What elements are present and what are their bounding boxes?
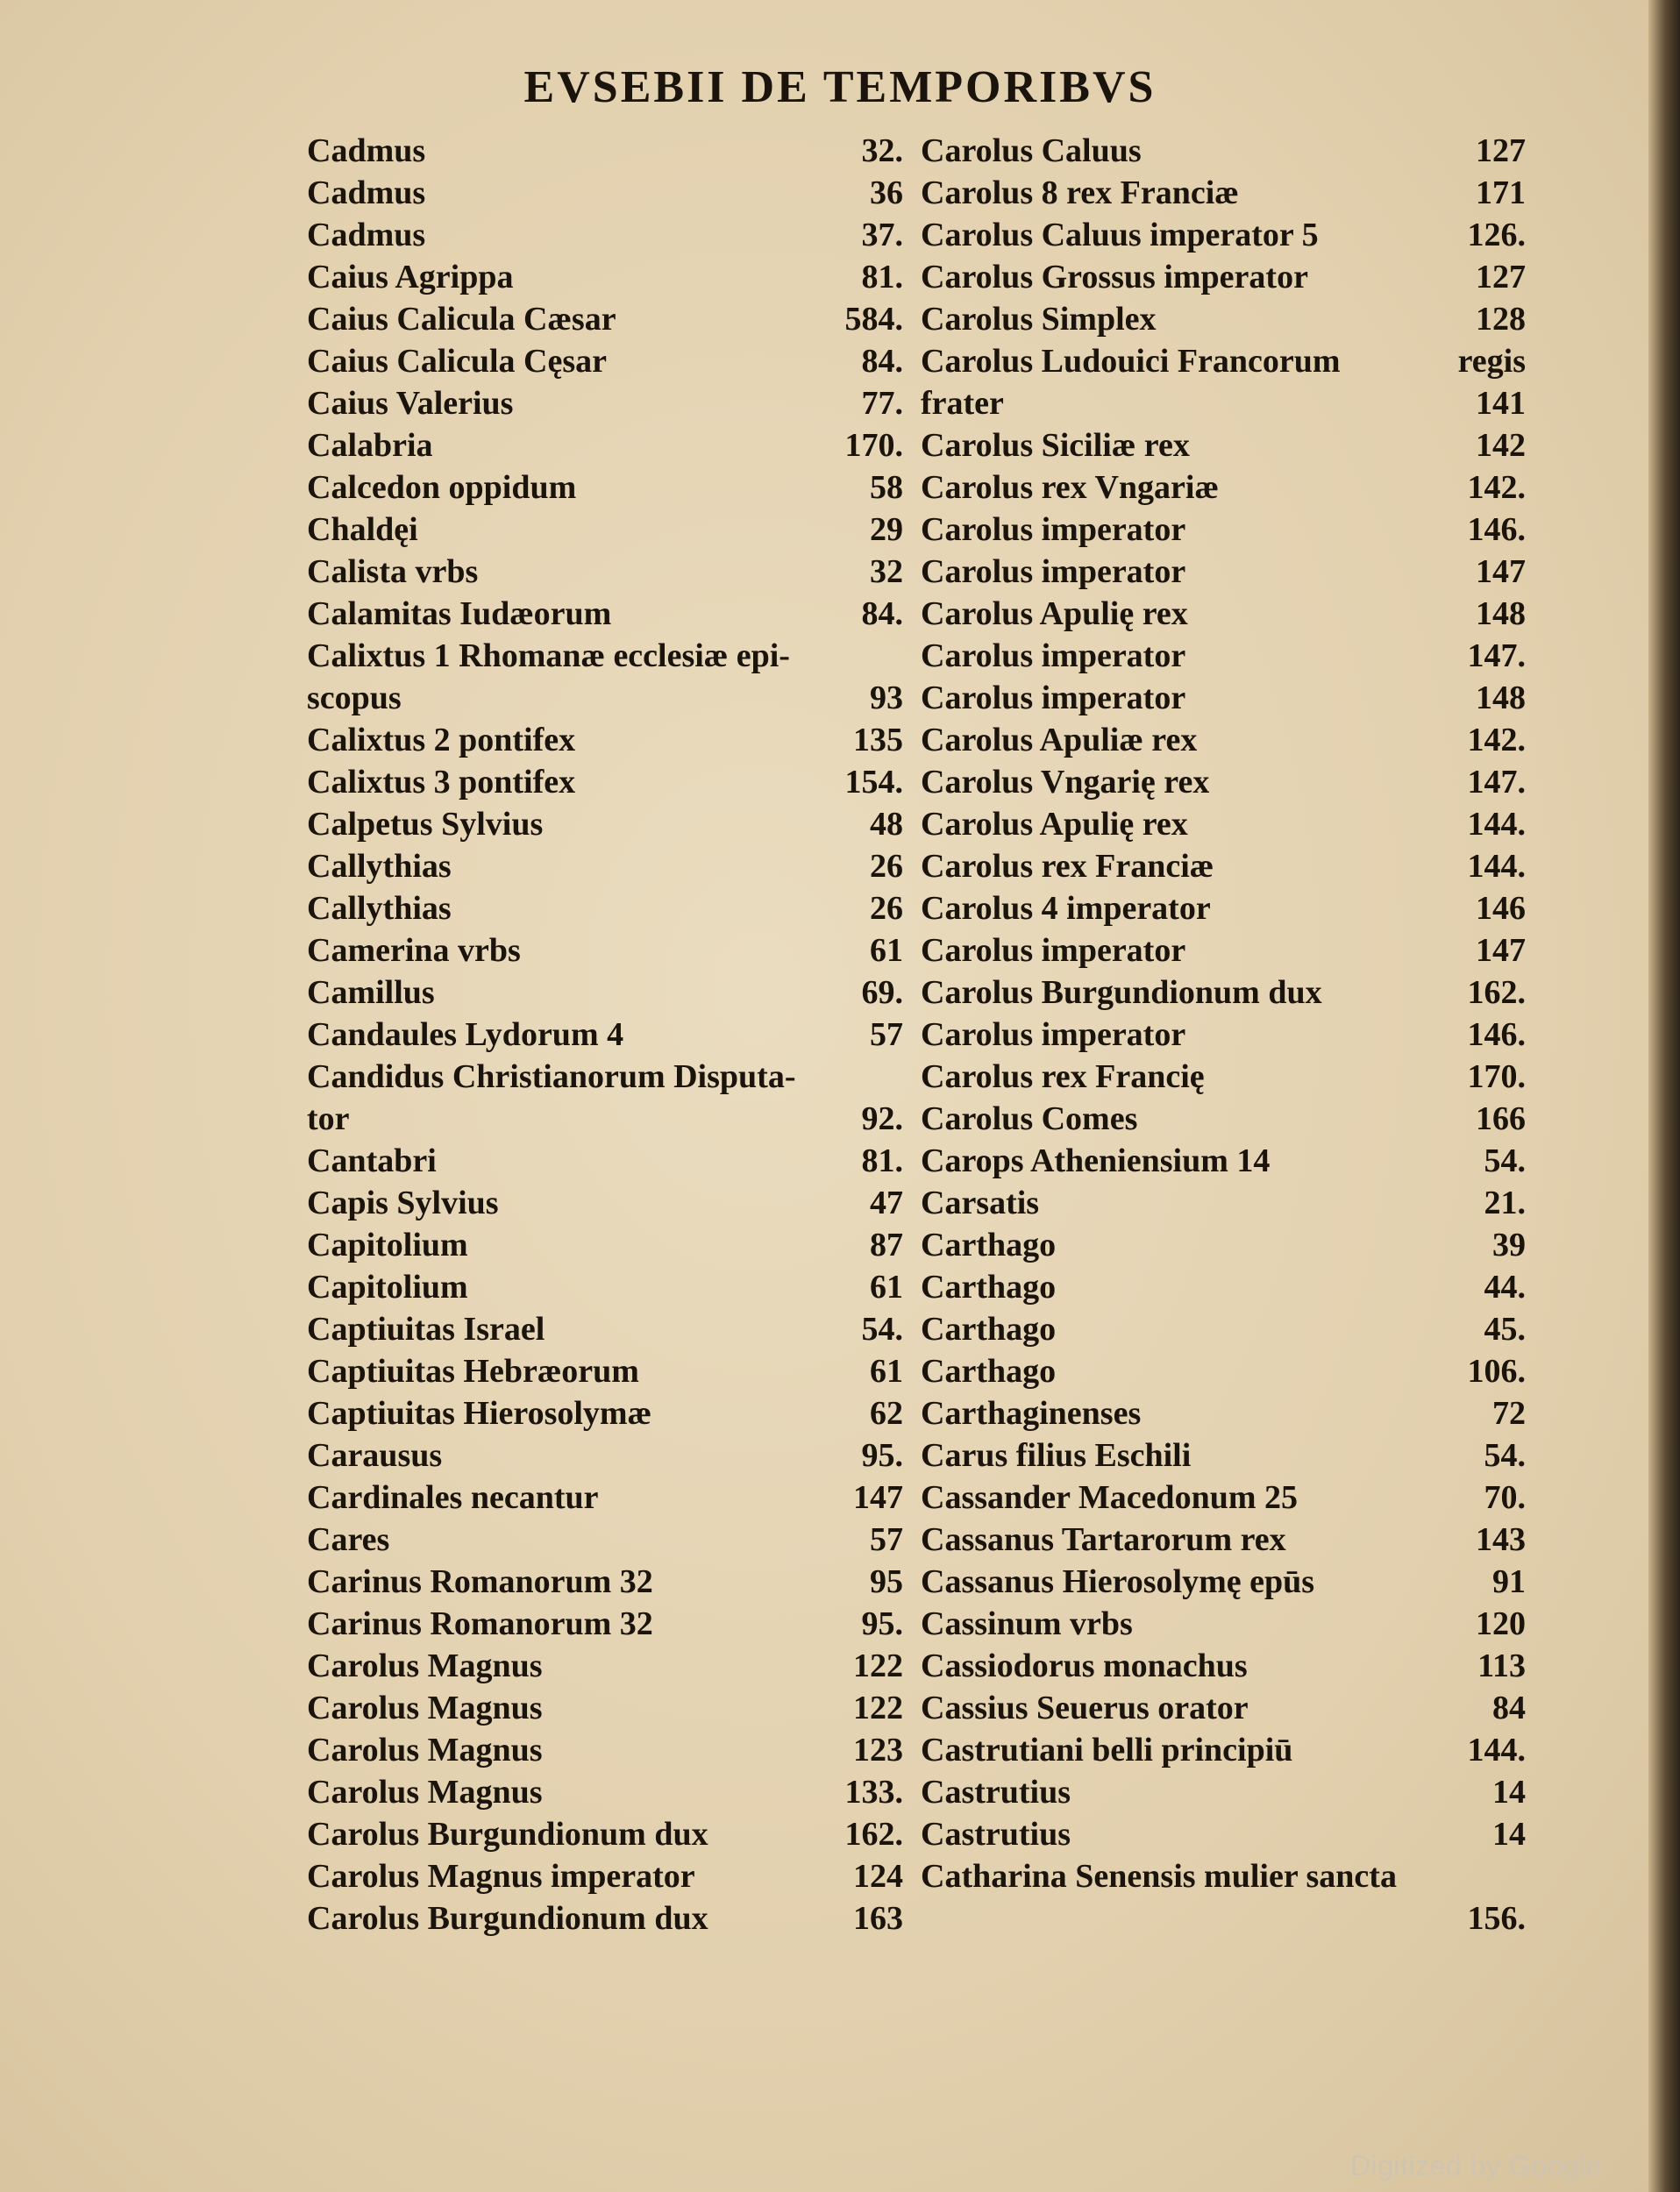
entry-page-ref: regis — [1457, 343, 1526, 380]
index-entry — [307, 172, 903, 214]
entry-term: Castrutius — [921, 1774, 1071, 1811]
index-entry — [307, 130, 903, 172]
entry-page-ref: 84. — [861, 343, 903, 380]
entry-page-ref: 106. — [1467, 1353, 1526, 1390]
index-entry — [307, 1813, 903, 1855]
entry-term: Camillus — [307, 974, 435, 1011]
entry-term: Carolus imperator — [921, 637, 1186, 674]
index-entry — [921, 298, 1526, 340]
entry-term: Cantabri — [307, 1142, 437, 1179]
index-entry — [921, 1771, 1526, 1813]
index-entry — [307, 1771, 903, 1813]
index-entry — [307, 509, 903, 551]
index-entry — [921, 593, 1526, 635]
index-entry — [307, 1645, 903, 1687]
entry-page-ref: 171 — [1476, 174, 1526, 211]
running-header: EVSEBII DE TEMPORIBVS — [523, 62, 1157, 112]
index-entry — [921, 1434, 1526, 1477]
index-entry — [307, 1519, 903, 1561]
entry-term: Carolus 8 rex Franciæ — [921, 174, 1239, 211]
index-entry — [307, 761, 903, 803]
entry-term: tor — [307, 1100, 350, 1137]
index-entry — [307, 256, 903, 298]
entry-term: Carolus Burgundionum dux — [307, 1900, 708, 1937]
index-entry — [921, 803, 1526, 845]
index-entry — [921, 1014, 1526, 1056]
entry-page-ref: 127 — [1476, 259, 1526, 295]
index-entry — [307, 466, 903, 509]
entry-page-ref: 170. — [844, 427, 903, 464]
entry-page-ref: 54. — [1484, 1437, 1526, 1474]
index-entry — [921, 677, 1526, 719]
entry-page-ref: 93 — [870, 680, 903, 716]
index-entry — [307, 1434, 903, 1477]
entry-term: Carthago — [921, 1311, 1057, 1348]
entry-page-ref: 146 — [1476, 890, 1526, 927]
index-entry — [921, 1182, 1526, 1224]
entry-term: Cardinales necantur — [307, 1479, 599, 1516]
entry-page-ref: 142. — [1467, 722, 1526, 758]
entry-page-ref: 584. — [844, 301, 903, 338]
entry-term: Carolus Magnus imperator — [307, 1858, 695, 1895]
index-entry — [921, 551, 1526, 593]
index-entry — [921, 1224, 1526, 1266]
index-entry — [307, 677, 903, 719]
entry-term: Cassanus Hierosolymę epūs — [921, 1563, 1315, 1600]
entry-term: Carolus Magnus — [307, 1732, 543, 1769]
index-entry — [921, 719, 1526, 761]
entry-term: Carops Atheniensium 14 — [921, 1142, 1271, 1179]
entry-page-ref: 142. — [1467, 469, 1526, 506]
index-entry — [307, 1266, 903, 1308]
entry-term: Carolus Apulię rex — [921, 595, 1188, 632]
entry-term: Cassanus Tartarorum rex — [921, 1521, 1286, 1558]
entry-page-ref: 21. — [1484, 1185, 1526, 1221]
entry-page-ref: 61 — [870, 1269, 903, 1306]
index-entry — [307, 1603, 903, 1645]
entry-page-ref: 120 — [1476, 1605, 1526, 1642]
index-entry — [307, 1729, 903, 1771]
entry-term: Carolus Ludouici Francorum — [921, 343, 1341, 380]
entry-term: Carolus imperator — [921, 680, 1186, 716]
entry-term: Cassiodorus monachus — [921, 1648, 1248, 1684]
entry-page-ref: 141 — [1476, 385, 1526, 422]
entry-term: Candaules Lydorum 4 — [307, 1016, 624, 1053]
index-entry — [921, 1561, 1526, 1603]
entry-term: scopus — [307, 680, 402, 716]
entry-term: Carolus Burgundionum dux — [307, 1816, 708, 1853]
entry-term: Carolus imperator — [921, 511, 1186, 548]
entry-page-ref: 95. — [861, 1437, 903, 1474]
entry-term: Cadmus — [307, 174, 426, 211]
index-entry — [307, 1392, 903, 1434]
entry-term: Carolus rex Franciæ — [921, 848, 1214, 885]
entry-term: Chaldęi — [307, 511, 418, 548]
index-entry — [921, 845, 1526, 887]
index-entry — [921, 635, 1526, 677]
index-entry — [307, 1224, 903, 1266]
index-entry — [307, 719, 903, 761]
entry-page-ref: 47 — [870, 1185, 903, 1221]
entry-term: Capitolium — [307, 1269, 468, 1306]
entry-page-ref: 72 — [1492, 1395, 1526, 1432]
entry-term: frater — [921, 385, 1004, 422]
entry-page-ref: 61 — [870, 1353, 903, 1390]
index-entry — [307, 803, 903, 845]
entry-term: Caius Calicula Cęsar — [307, 343, 607, 380]
entry-page-ref: 147. — [1467, 764, 1526, 801]
entry-page-ref: 135 — [853, 722, 903, 758]
index-entry — [921, 1477, 1526, 1519]
entry-page-ref: 146. — [1467, 511, 1526, 548]
page-edge-shadow — [1648, 0, 1680, 2192]
index-entry — [921, 761, 1526, 803]
entry-page-ref: 95. — [861, 1605, 903, 1642]
entry-term: Catharina Senensis mulier sancta — [921, 1858, 1397, 1895]
entry-term: Carsatis — [921, 1185, 1040, 1221]
index-entry — [307, 845, 903, 887]
entry-page-ref: 54. — [861, 1311, 903, 1348]
entry-page-ref: 147. — [1467, 637, 1526, 674]
entry-term: Castrutiani belli principiū — [921, 1732, 1293, 1769]
index-entry — [921, 172, 1526, 214]
entry-page-ref: 147 — [1476, 932, 1526, 969]
entry-page-ref: 32. — [861, 132, 903, 169]
entry-term: Carolus Magnus — [307, 1690, 543, 1726]
entry-page-ref: 69. — [861, 974, 903, 1011]
entry-page-ref: 166 — [1476, 1100, 1526, 1137]
index-entry — [921, 1266, 1526, 1308]
entry-page-ref: 37. — [861, 217, 903, 253]
index-entry — [307, 887, 903, 929]
entry-page-ref: 84. — [861, 595, 903, 632]
entry-term: Caius Valerius — [307, 385, 514, 422]
index-entry — [307, 1561, 903, 1603]
entry-term: Carolus Apuliæ rex — [921, 722, 1198, 758]
index-entry — [307, 214, 903, 256]
entry-term: Carolus Magnus — [307, 1648, 543, 1684]
entry-term: Carolus Apulię rex — [921, 806, 1188, 843]
entry-page-ref: 57 — [870, 1016, 903, 1053]
entry-term: Candidus Christianorum Disputa- — [307, 1058, 796, 1095]
index-entry — [307, 382, 903, 424]
entry-term: Caius Agrippa — [307, 259, 514, 295]
entry-page-ref: 70. — [1484, 1479, 1526, 1516]
entry-term: Cassius Seuerus orator — [921, 1690, 1249, 1726]
entry-page-ref: 61 — [870, 932, 903, 969]
entry-page-ref: 143 — [1476, 1521, 1526, 1558]
entry-term: Captiuitas Hebræorum — [307, 1353, 639, 1390]
entry-page-ref: 26 — [870, 848, 903, 885]
index-entry — [921, 1897, 1526, 1939]
index-entry — [307, 1855, 903, 1897]
index-entry — [307, 424, 903, 466]
index-entry — [921, 1056, 1526, 1098]
entry-page-ref: 144. — [1467, 1732, 1526, 1769]
index-entry — [921, 1098, 1526, 1140]
index-entry — [921, 214, 1526, 256]
entry-term: Capis Sylvius — [307, 1185, 499, 1221]
entry-term: Calabria — [307, 427, 433, 464]
entry-page-ref: 44. — [1484, 1269, 1526, 1306]
entry-term: Carthaginenses — [921, 1395, 1142, 1432]
entry-page-ref: 95 — [870, 1563, 903, 1600]
entry-page-ref: 29 — [870, 511, 903, 548]
index-entry — [921, 1645, 1526, 1687]
index-entry — [307, 1140, 903, 1182]
entry-term: Captiuitas Hierosolymæ — [307, 1395, 652, 1432]
entry-page-ref: 58 — [870, 469, 903, 506]
entry-term: Calixtus 2 pontifex — [307, 722, 576, 758]
index-entry — [921, 1603, 1526, 1645]
entry-term: Callythias — [307, 848, 452, 885]
entry-term: Cassander Macedonum 25 — [921, 1479, 1298, 1516]
entry-term: Carausus — [307, 1437, 443, 1474]
entry-page-ref: 32 — [870, 553, 903, 590]
entry-term: Camerina vrbs — [307, 932, 521, 969]
index-entry — [307, 1014, 903, 1056]
entry-page-ref: 81. — [861, 1142, 903, 1179]
entry-page-ref: 48 — [870, 806, 903, 843]
entry-term: Cassinum vrbs — [921, 1605, 1133, 1642]
index-entry — [921, 1729, 1526, 1771]
entry-term: Carolus Grossus imperator — [921, 259, 1308, 295]
entry-term: Calixtus 3 pontifex — [307, 764, 576, 801]
entry-page-ref: 26 — [870, 890, 903, 927]
index-entry — [921, 971, 1526, 1014]
index-entry — [921, 1687, 1526, 1729]
entry-term: Carolus imperator — [921, 553, 1186, 590]
index-entry — [307, 1897, 903, 1939]
index-entry — [921, 509, 1526, 551]
entry-term: Carolus Simplex — [921, 301, 1157, 338]
entry-term: Carolus Comes — [921, 1100, 1138, 1137]
index-entry — [921, 887, 1526, 929]
index-entry — [307, 340, 903, 382]
index-entry — [921, 1308, 1526, 1350]
entry-page-ref: 122 — [853, 1648, 903, 1684]
entry-term: Carthago — [921, 1269, 1057, 1306]
entry-page-ref: 91 — [1492, 1563, 1526, 1600]
entry-term: Carus filius Eschili — [921, 1437, 1192, 1474]
entry-term: Carinus Romanorum 32 — [307, 1605, 653, 1642]
entry-term: Carolus Burgundionum dux — [921, 974, 1322, 1011]
entry-term: Carthago — [921, 1353, 1057, 1390]
entry-page-ref: 162. — [844, 1816, 903, 1853]
index-entry — [307, 1477, 903, 1519]
entry-term: Capitolium — [307, 1227, 468, 1263]
entry-page-ref: 54. — [1484, 1142, 1526, 1179]
entry-term: Caius Calicula Cæsar — [307, 301, 616, 338]
index-entry — [307, 1687, 903, 1729]
entry-page-ref: 124 — [853, 1858, 903, 1895]
index-entry — [307, 593, 903, 635]
entry-term: Calpetus Sylvius — [307, 806, 544, 843]
entry-term: Calista vrbs — [307, 553, 479, 590]
entry-term: Carolus imperator — [921, 932, 1186, 969]
entry-term: Calcedon oppidum — [307, 469, 577, 506]
entry-page-ref: 126. — [1467, 217, 1526, 253]
entry-page-ref: 147 — [853, 1479, 903, 1516]
entry-term: Carolus imperator — [921, 1016, 1186, 1053]
entry-page-ref: 87 — [870, 1227, 903, 1263]
entry-term: Carolus Vngarię rex — [921, 764, 1210, 801]
entry-term: Callythias — [307, 890, 452, 927]
index-entry — [307, 929, 903, 971]
index-entry — [307, 1308, 903, 1350]
entry-page-ref: 57 — [870, 1521, 903, 1558]
entry-page-ref: 127 — [1476, 132, 1526, 169]
entry-page-ref: 163 — [853, 1900, 903, 1937]
entry-page-ref: 128 — [1476, 301, 1526, 338]
entry-page-ref: 122 — [853, 1690, 903, 1726]
entry-page-ref: 84 — [1492, 1690, 1526, 1726]
entry-term: Cares — [307, 1521, 390, 1558]
entry-page-ref: 148 — [1476, 680, 1526, 716]
entry-page-ref: 144. — [1467, 806, 1526, 843]
entry-term: Cadmus — [307, 132, 426, 169]
entry-page-ref: 144. — [1467, 848, 1526, 885]
entry-page-ref: 77. — [861, 385, 903, 422]
entry-page-ref: 147 — [1476, 553, 1526, 590]
index-column-right — [921, 130, 1526, 1939]
index-entry — [921, 256, 1526, 298]
entry-page-ref: 156. — [1467, 1900, 1526, 1937]
entry-page-ref: 162. — [1467, 974, 1526, 1011]
index-entry — [921, 130, 1526, 172]
entry-page-ref: 142 — [1476, 427, 1526, 464]
entry-page-ref: 45. — [1484, 1311, 1526, 1348]
index-entry — [307, 1350, 903, 1392]
entry-term: Carthago — [921, 1227, 1057, 1263]
index-entry — [921, 1519, 1526, 1561]
entry-term: Carolus Siciliæ rex — [921, 427, 1190, 464]
index-entry — [307, 971, 903, 1014]
entry-term: Carolus rex Vngariæ — [921, 469, 1219, 506]
entry-term: Carolus Magnus — [307, 1774, 543, 1811]
entry-term: Carolus Caluus imperator 5 — [921, 217, 1319, 253]
entry-term: Carolus 4 imperator — [921, 890, 1211, 927]
entry-page-ref: 81. — [861, 259, 903, 295]
entry-page-ref: 39 — [1492, 1227, 1526, 1263]
index-entry — [921, 1140, 1526, 1182]
index-entry — [307, 1056, 903, 1098]
entry-term: Carolus rex Francię — [921, 1058, 1205, 1095]
entry-page-ref: 92. — [861, 1100, 903, 1137]
entry-term: Cadmus — [307, 217, 426, 253]
index-entry — [307, 1098, 903, 1140]
entry-term: Carolus Caluus — [921, 132, 1142, 169]
entry-term: Calamitas Iudæorum — [307, 595, 612, 632]
entry-page-ref: 148 — [1476, 595, 1526, 632]
entry-page-ref: 123 — [853, 1732, 903, 1769]
entry-page-ref: 14 — [1492, 1774, 1526, 1811]
entry-term: Castrutius — [921, 1816, 1071, 1853]
index-entry — [307, 635, 903, 677]
digitized-watermark: Digitized by Google — [1350, 2150, 1602, 2181]
entry-page-ref: 62 — [870, 1395, 903, 1432]
entry-page-ref: 113 — [1477, 1648, 1526, 1684]
entry-term: Calixtus 1 Rhomanæ ecclesiæ epi- — [307, 637, 790, 674]
entry-page-ref: 36 — [870, 174, 903, 211]
entry-page-ref: 133. — [844, 1774, 903, 1811]
entry-term: Captiuitas Israel — [307, 1311, 545, 1348]
index-entry — [921, 929, 1526, 971]
entry-term: Carinus Romanorum 32 — [307, 1563, 653, 1600]
entry-page-ref: 154. — [844, 764, 903, 801]
index-entry — [921, 1813, 1526, 1855]
index-entry — [307, 298, 903, 340]
index-entry — [921, 1392, 1526, 1434]
index-entry — [921, 466, 1526, 509]
index-entry — [921, 424, 1526, 466]
entry-page-ref: 146. — [1467, 1016, 1526, 1053]
index-column-left — [307, 130, 903, 1939]
index-entry — [921, 382, 1526, 424]
entry-page-ref: 14 — [1492, 1816, 1526, 1853]
index-entry — [307, 551, 903, 593]
entry-page-ref: 170. — [1467, 1058, 1526, 1095]
index-entry — [307, 1182, 903, 1224]
index-entry — [921, 1350, 1526, 1392]
index-entry — [921, 1855, 1526, 1897]
index-entry — [921, 340, 1526, 382]
